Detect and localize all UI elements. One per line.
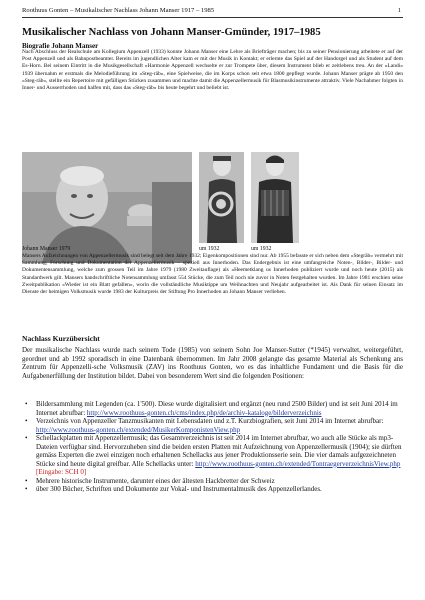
musiker-verzeichnis-link[interactable]: http://www.roothuus-gonten.ch/extended/MusikerKomponistenView.php (36, 425, 241, 434)
running-title: Roothuus Gonten – Musikalischer Nachlass Johann Manser 1917 – 1985 (22, 7, 215, 14)
bilderverzeichnis-link[interactable]: http://www.roothuus-gonten.ch/cms/index.php/de/archiv-kataloge/bilderverzeichnis (86, 408, 322, 417)
photo-caption-1: Johann Manser 1979 (22, 246, 71, 252)
kurzuebersicht-heading: Nachlass Kurzübersicht (22, 334, 100, 343)
biografie-heading: Biografie Johann Manser (22, 42, 99, 50)
document-title: Musikalischer Nachlass von Johann Manser-Gmünder, 1917–1985 (22, 27, 321, 38)
kurzuebersicht-intro: Der musikalische Nachlass wurde nach seinem Tode (1985) von seinem Sohn Joe Manser-Sutter (*1945) verwaltet, weitergeführt, geordnet und ab 1992 sporadisch in eine Datenbank übernommen. Im Jahr 2008 gelangte das gesamte Material als Schenkung ans Zentrum für Appenzelli-sche Volksmusik (ZAV) ins Roothuus Gonten, wo es das inhaltliche Fundament und die Basis für die Aufgabenerfüllung der Institution bildet. Dabei von besonderem Wert sind die folgenden Positionen: (22, 346, 403, 380)
bullet-icon: • (25, 400, 28, 408)
list-item-text: über 300 Bücher, Schriften und Dokumente zur Vokal- und Instrumentalmusik des Appenzellerlandes. (36, 485, 322, 493)
photo-caption-2: um 1932 (199, 246, 220, 252)
list-item (22, 485, 403, 494)
bullet-icon: • (25, 417, 28, 425)
page-number: 1 (397, 7, 401, 14)
page-header (22, 6, 403, 18)
tontraeger-verzeichnis-link[interactable]: http://www.roothuus-gonten.ch/extended/TontraegerverzeichnisView.php (195, 459, 401, 468)
horn-player-photo (199, 152, 244, 243)
bullet-icon: • (25, 434, 28, 442)
biografie-paragraph: Nach Abschluss der Realschule am Kollegium Appenzell (1933) konnte Johann Manser eine Lehre als Briefträger machen; bis zu seiner Pensionierung arbeitete er auf der Post Appenzell und als Bahnpostbeamter. Bereits im jugendlichen Alter kam er mit der Musik in Kontakt; er erlernte das Spiel auf der Handorgel und als Student auf dem Es-Horn. Bei seinem Eintritt in die Musikgesellschaft «Harmonie Appenzell wechselte er zur Trompete über, diesem Instrument blieb er zeitlebens treu. An der «Landi» 1939 übernahm er erstmals die Melodieführung im «Steg-räb», eine Spielweise, die im Korps schon seit etwa 1800 gepflegt wurde. Johann Manser prägte ab 1950 den «Steg-räb», stellte ein Repertoire mit gefälligen Stücken zusammen und machte damit die Appenzellermusik für Blasmusikinstrumente attraktiv. Viele Nachahmer folgten in Inner- und Ausserrhoden und halfen mit, dass das «Steg-räb» bis heute begehrt und beliebt ist. (22, 49, 403, 92)
eingabe-note: [Eingabe: SCH 0] (36, 468, 87, 476)
photo-caption-3: um 1932 (251, 246, 272, 252)
list-item-text: Verzeichnis von Appenzeller Tanzmusikanten mit Lebensdaten und z.T. Kurzbiografien, seit Juni 2014 im Internet abrufbar: (36, 417, 384, 425)
list-item-text: Mehrere historische Instrumente, darunter eines der ältesten Hackbretter der Schweiz (36, 476, 275, 485)
list-item (22, 417, 403, 434)
accordion-player-photo (251, 152, 299, 243)
list-item-text: Bildersammlung mit Legenden (ca. 1'500). Diese wurde digitalisiert und ergänzt (neu rund 2500 Bilder) und ist seit Juni 2014 im Internet abrufbar: (36, 400, 398, 417)
aufzeichnungen-paragraph: Mansers Aufzeichnungen von Appenzellermusik sind belegt seit dem Jahre 1932; Eigenkompositionen sind nur. Ab 1955 befasste er sich neben dem «Stegräb» vermehrt mit Sammlung, Forschung und Dokumentation der Appenzellermusik – speziell aus Innerhoden. Das Endergebnis ist eine umfangreiche Noten-, Bilder-, Bilder- und Dokumentensammlung, welche zum grossen Teil im Jahre 1979 (1980 Zweitauflage) als «Heemetklang us Innerhoden publiziert wurde und noch heute (2015) als Standardwerk gilt. Mansers handschriftliche Notensammlung umfasst 554 Stücke, die zum Teil noch nie zuvor in Noten festgehalten wurden. Im Jahre 1981 erschien seine Zweitpublikation «Wieder ist ein Blatt gefallen», worin die vollständliche Musiktippe um Weihnachten und Neujahr aufgearbeitet ist. Als Dank für seinen Einsatz im Dienste der heimigen Volksmusik wurde 1983 der Kulturpreis der Stiftung Pro Innerhoden an Johann Manser verliehen. (22, 253, 403, 296)
list-item (22, 400, 403, 417)
list-item (22, 477, 403, 486)
bullet-icon: • (25, 485, 28, 493)
bullet-icon: • (25, 476, 28, 485)
nachlass-list (22, 400, 403, 494)
list-item-text: Schellackplatten mit Appenzellermusik; das Gesamtverzeichnis ist seit 2014 im Internet abrufbar, wo auch alle Stücke als mp3-Dateien verfügbar sind. Hervorzuheben sind die beiden ersten Platten mit Aufzeichnung von Appenzellermusik (1904); sie dürften gemäss Experten die zwei einzigen noch erhaltenen Schellacks aus jener Produktionsserie sein. Die vier damals aufgezeichneten Stücke sind heute digital greifbar. Alle Schellacks unter: (36, 434, 402, 468)
list-item (22, 434, 403, 477)
